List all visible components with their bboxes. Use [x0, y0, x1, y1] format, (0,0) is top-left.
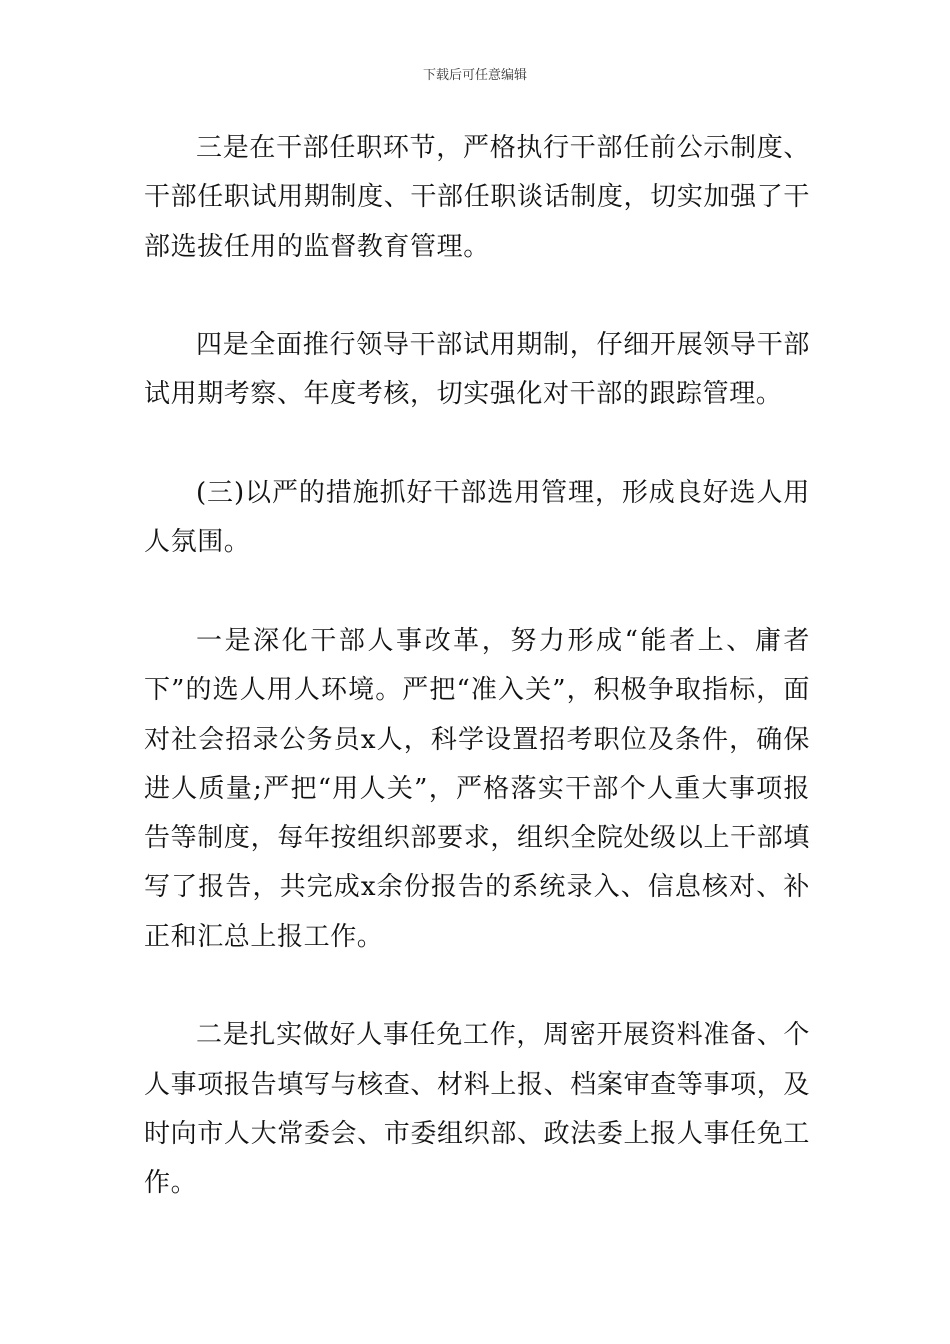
- paragraph-gap: [144, 420, 810, 469]
- page-header: 下载后可任意编辑: [422, 68, 527, 83]
- document-body: [144, 124, 810, 1209]
- paragraph-gap: [144, 568, 810, 617]
- paragraph-1: 三是在干部任职环节，严格执行干部任前公示制度、干部任职试用期制度、干部任职谈话制度，切实加强了干部选拔任用的监督教育管理。: [144, 133, 810, 262]
- paragraph-4: 一是深化干部人事改革，努力形成“能者上、庸者下”的选人用人环境。严把“准入关”，积极争取指标，面对社会招录公务员x人，科学设置招考职位及条件，确保进人质量;严把“用人关”，严格落实干部个人重大事项报告等制度，每年按组织部要求，组织全院处级以上干部填写了报告，共完成x余份报告的系统录入、信息核对、补正和汇总上报工作。: [144, 625, 810, 952]
- paragraph-gap: [144, 272, 810, 321]
- paragraph-3-section-heading: (三)以严的措施抓好干部选用管理，形成良好选人用人氛围。: [144, 478, 810, 558]
- paragraph-2: 四是全面推行领导干部试用期制，仔细开展领导干部试用期考察、年度考核，切实强化对干部的跟踪管理。: [144, 330, 810, 410]
- paragraph-gap: [144, 962, 810, 1011]
- paragraph-5: 二是扎实做好人事任免工作，周密开展资料准备、个人事项报告填写与核查、材料上报、档案审查等事项，及时向市人大常委会、市委组织部、政法委上报人事任免工作。: [144, 1020, 810, 1199]
